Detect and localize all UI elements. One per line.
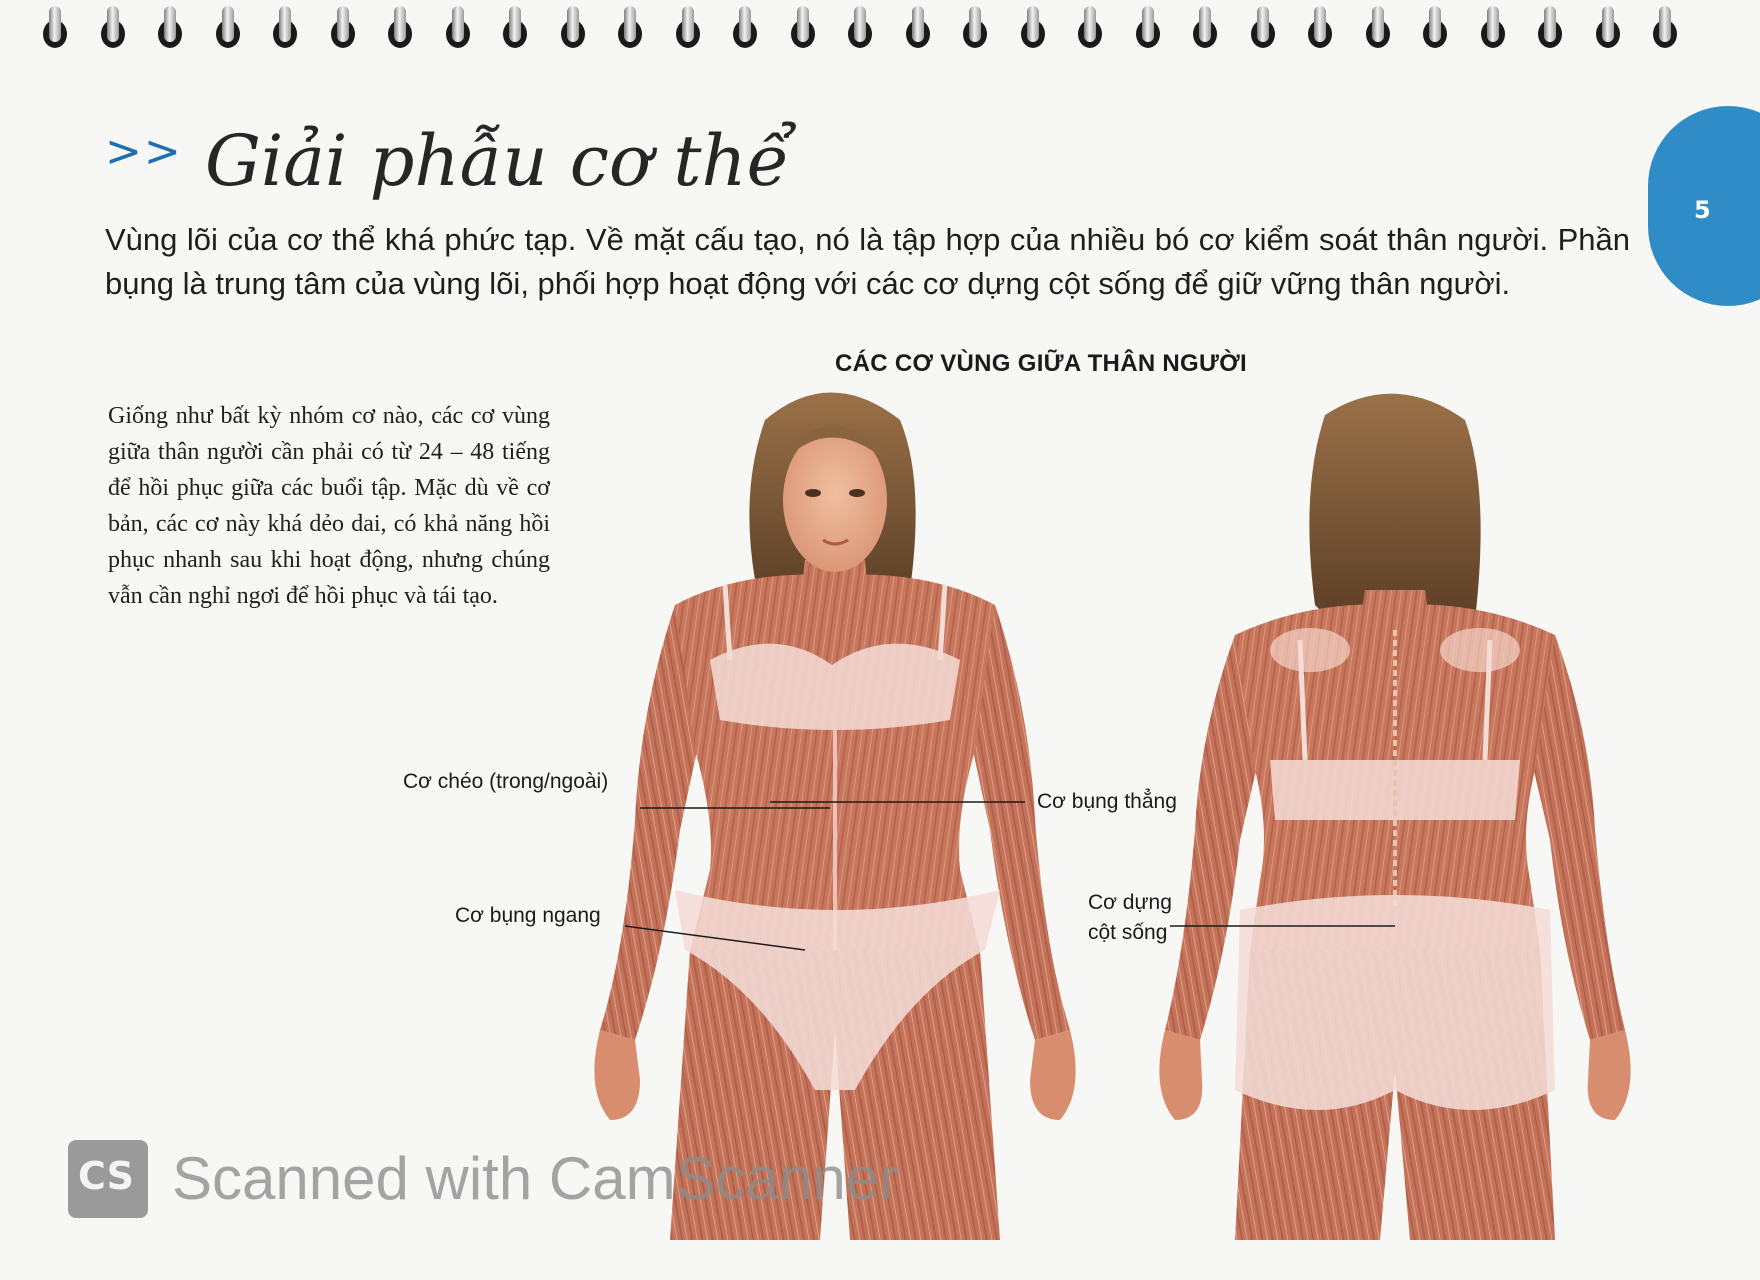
label-transverse-abdominis: Cơ bụng ngang — [455, 904, 601, 927]
label-obliques: Cơ chéo (trong/ngoài) — [403, 770, 609, 793]
binding-ring — [730, 6, 760, 50]
binding-ring — [1363, 6, 1393, 50]
intro-paragraph: Vùng lõi của cơ thể khá phức tạp. Về mặt cấu tạo, nó là tập hợp của nhiều bó cơ kiểm soát thân người. Phần bụng là trung tâm của vùng lõi, phối hợp hoạt động với các cơ dựng cột sống để giữ vững thân người. — [105, 222, 1630, 301]
binding-ring — [673, 6, 703, 50]
spiral-binding — [40, 6, 1700, 56]
binding-ring — [155, 6, 185, 50]
binding-ring — [960, 6, 990, 50]
title-arrow-icon: >> — [105, 126, 183, 177]
camscanner-logo: CS — [68, 1140, 148, 1218]
binding-ring — [500, 6, 530, 50]
binding-ring — [903, 6, 933, 50]
binding-ring — [1133, 6, 1163, 50]
binding-ring — [1248, 6, 1278, 50]
binding-ring — [213, 6, 243, 50]
binding-ring — [40, 6, 70, 50]
binding-ring — [1535, 6, 1565, 50]
binding-ring — [443, 6, 473, 50]
binding-ring — [1305, 6, 1335, 50]
binding-ring — [558, 6, 588, 50]
title-text: Giải phẫu cơ thể — [205, 120, 790, 202]
binding-ring — [328, 6, 358, 50]
page-number: 5 — [1694, 196, 1711, 224]
binding-ring — [1018, 6, 1048, 50]
binding-ring — [845, 6, 875, 50]
label-erector-spinae — [1088, 888, 1198, 948]
binding-ring — [270, 6, 300, 50]
figure-heading: CÁC CƠ VÙNG GIỮA THÂN NGƯỜI — [835, 350, 1247, 377]
binding-ring — [788, 6, 818, 50]
side-paragraph: Giống như bất kỳ nhóm cơ nào, các cơ vùng giữa thân người cần phải có từ 24 – 48 tiếng để hồi phục giữa các buổi tập. Mặc dù về cơ bản, các cơ này khá dẻo dai, có khả năng hồi phục nhanh sau khi hoạt động, nhưng chúng vẫn cần nghỉ ngơi để hồi phục và tái tạo. — [108, 403, 550, 609]
label-erector-line1: Cơ dựng — [1088, 891, 1172, 914]
label-rectus-abdominis: Cơ bụng thẳng — [1037, 790, 1177, 813]
binding-ring — [1420, 6, 1450, 50]
anatomy-illustration — [580, 390, 1670, 1240]
binding-ring — [1593, 6, 1623, 50]
binding-ring — [1190, 6, 1220, 50]
binding-ring — [1650, 6, 1680, 50]
binding-ring — [385, 6, 415, 50]
binding-ring — [1478, 6, 1508, 50]
binding-ring — [98, 6, 128, 50]
binding-ring — [1075, 6, 1105, 50]
watermark-text: Scanned with CamScanner — [172, 1145, 900, 1212]
back-figure — [1159, 394, 1630, 1240]
label-erector-line2: cột sống — [1088, 921, 1168, 944]
binding-ring — [615, 6, 645, 50]
front-figure — [594, 393, 1075, 1241]
